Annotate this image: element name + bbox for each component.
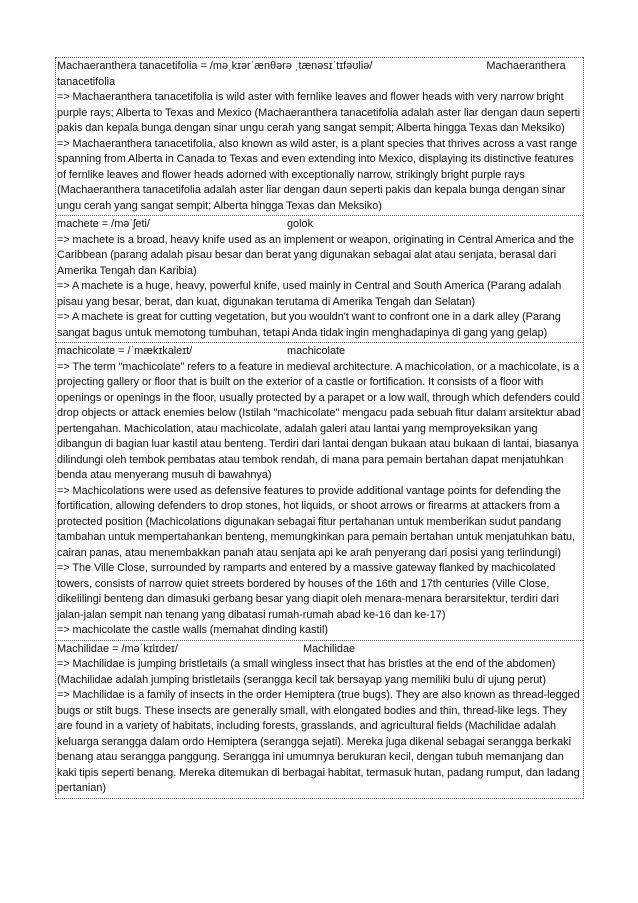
entry-header bbox=[57, 642, 582, 658]
dictionary-entry bbox=[56, 342, 583, 641]
entry-definition: => A machete is great for cutting vegetation, but you wouldn't want to confront one in a dark alley (Parang sangat bagus untuk memotong tumbuhan, tetapi Anda tidak ingin menghadapinya di gang yang gelap) bbox=[57, 311, 561, 339]
entry-definition: => The term "machicolate" refers to a feature in medieval architecture. A machicolation, or a machicolate, is a projecting gallery or floor that is built on the exterior of a castle or fortification. It consists of a floor with openings or openings in the floor, usually protected by a parapet or a low wall, through which defenders could drop objects or attack enemies below (Istilah "machicolate" mengacu pada sebuah fitur dalam arsitektur abad pertengahan. Machicolation, atau machicolate, adalah galeri atau lantai yang memproyeksikan yang dibangun di bagian luar kastil atau benteng. Terdiri dari lantai dengan bukaan atau bukaan di lantai, biasanya dilindungi oleh tembok pembatas atau tembok rendah, di mana para pemain bertahan dapat menjatuhkan benda atau menyerang musuh di bawahnya) bbox=[57, 360, 581, 481]
entry-definition: => The Ville Close, surrounded by ramparts and entered by a massive gateway flanked by machicolated towers, consists of narrow quiet streets bordered by houses of the 16th and 17th centuries (Ville Close, dikelilingi benteng dan dimasuki gerbang besar yang diapit oleh menara-menara berarsitektur, terdiri dari jalan-jalan sempit nan tenang yang dibatasi rumah-rumah abad ke-16 dan ke-17) bbox=[57, 562, 559, 621]
entry-headword: machete = /məˈʃeti/ bbox=[57, 218, 150, 230]
entry-definition: => machicolate the castle walls (memahat dinding kastil) bbox=[57, 624, 328, 636]
entry-translation: Machilidae bbox=[303, 642, 356, 655]
entry-translation: machicolate bbox=[287, 345, 346, 357]
dictionary-entry bbox=[56, 215, 583, 343]
dictionary-entry bbox=[56, 640, 583, 799]
dictionary-entry bbox=[56, 57, 583, 216]
entry-headword: machicolate = /ˈmækɪkaleɪt/ bbox=[57, 345, 193, 357]
entry-definition: => Machaeranthera tanacetifolia, also known as wild aster, is a plant species that thrives across a vast range spanning from Alberta in Canada to Texas and even extending into Mexico, displaying its distinctive features of fernlike leaves and flower heads adorned with exceptionally narrow, strikingly bright purple rays (Machaeranthera tanacetifolia adalah aster liar dengan daun seperti pakis dan kepala bunga dengan sinar ungu cerah yang sangat sempit; Alberta hingga Texas dan Meksiko) bbox=[57, 137, 578, 212]
dictionary-page bbox=[55, 57, 584, 799]
entry-definition: => Machilidae is a family of insects in the order Hemiptera (true bugs). They are also known as thread-legged bugs or stilt bugs. These insects are generally small, with elongated bodies and thin, thread-like legs. They are found in a variety of habitats, including forests, grasslands, and agricultural fields (Machilidae adalah keluarga serangga dalam ordo Hemiptera (serangga sejati). Mereka juga dikenal sebagai serangga berkaki benang atau serangga panggung. Serangga ini umumnya berukuran kecil, dengan tubuh memanjang dan kaki tipis seperti benang. Mereka ditemukan di berbagai habitat, termasuk hutan, padang rumput, dan ladang pertanian) bbox=[57, 689, 580, 794]
entry-header bbox=[57, 344, 582, 360]
entry-definition: => Machaeranthera tanacetifolia is wild aster with fernlike leaves and flower heads with very narrow bright purple rays; Alberta to Texas and Mexico (Machaeranthera tanacetifolia adalah aster liar dengan daun seperti pakis dan kepala bunga dengan sinar ungu cerah yang sangat sempit; Alberta hingga Texas dan Meksiko) bbox=[57, 91, 581, 134]
entry-definition: => A machete is a huge, heavy, powerful knife, used mainly in Central and South America (Parang adalah pisau yang besar, berat, dan kuat, digunakan terutama di Amerika Tengah dan Selatan) bbox=[57, 280, 562, 308]
entry-header bbox=[57, 217, 582, 233]
entry-definition: => Machicolations were used as defensive features to provide additional vantage points for defending the fortification, allowing defenders to drop stones, hot liquids, or shoot arrows or firearms at attackers from a protected position (Machicolations digunakan sebagai fitur pertahanan untuk memberikan sudut pandang tambahan untuk mempertahankan benteng, memungkinkan para pemain bertahan untuk menjatuhkan batu, cairan panas, atau menembakkan panah atau senjata api ke arah penyerang dari posisi yang terlindungi) bbox=[57, 484, 576, 559]
entry-headword: Machaeranthera tanacetifolia = /məˌkɪərˈænθərə ˌtænəsɪˈtɪfəʊliə/ bbox=[57, 60, 373, 72]
entry-headword: Machilidae = /məˈkɪlɪdeɪ/ bbox=[57, 642, 178, 655]
entry-header bbox=[57, 59, 582, 90]
entry-translation: Machaeranthera tanacetifolia bbox=[57, 60, 566, 88]
entry-definition: => machete is a broad, heavy knife used as an implement or weapon, originating in Central America and the Caribbean (parang adalah pisau besar dan berat yang digunakan sebagai alat atau senjata, berasal dari Amerika Tengah dan Karibia) bbox=[57, 233, 575, 277]
entry-definition: => Machilidae is jumping bristletails (a small wingless insect that has bristles at the end of the abdomen) (Machilidae adalah jumping bristletails (serangga kecil tak bersayap yang memiliki bulu di ujung perut) bbox=[57, 658, 556, 686]
entry-translation: golok bbox=[287, 218, 314, 230]
